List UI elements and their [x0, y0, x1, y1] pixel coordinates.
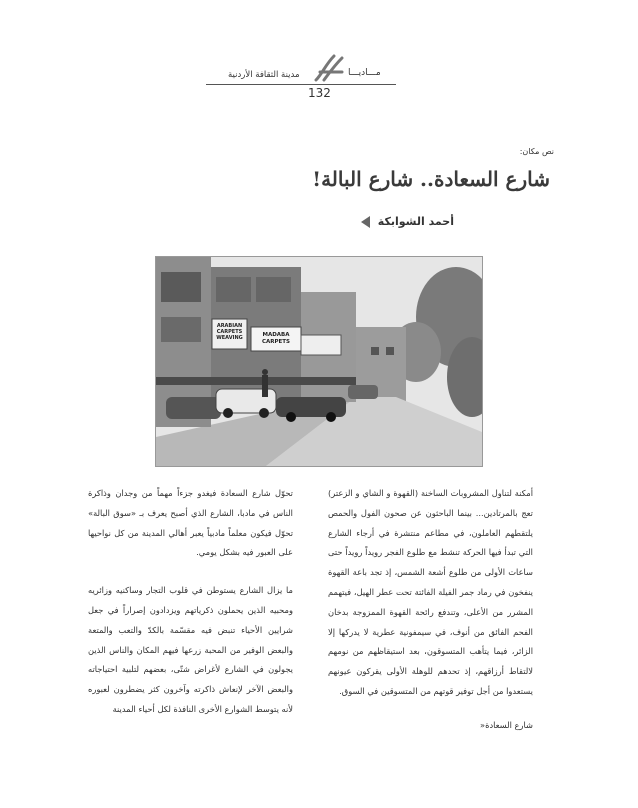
street-photo [155, 256, 483, 467]
magazine-subtitle: مدينة الثقافة الأردنية [228, 70, 300, 80]
paragraph: ما يزال الشارع يستوطن في قلوب التجار وساكنيه وزائريه ومحبيه الذين يحملون ذكرياتهم ويزدادون إصراراً في جعل شرايين الأحياء تنبض فيه مقسّمة بالكدّ والتعب والمتعة والبعض الوفير من المحبة زرعها فيهم المكان والناس الذين يجولون في الشارع لأغراض شتّى، بعضهم لتلبية احتياجاته والبعض الآخر لإنعاش ذاكرته وآخرون كثر يضطرون لعبوره لأنه يتوسط الشوارع الأخرى النافذة لكل أحياء المدينة [88, 585, 293, 714]
article-column-left [88, 484, 293, 720]
street-photo-drawing [156, 257, 482, 466]
author-byline [361, 215, 454, 228]
triangle-icon [361, 216, 370, 228]
shop-sign-text-2: MADABA CARPETS [261, 332, 291, 345]
shop-sign-text-1: ARABIAN CARPETS WEAVING [216, 323, 243, 341]
paragraph: شارع السعادة« [480, 719, 533, 730]
author-name: أحمد الشوابكة [377, 215, 454, 228]
header-rule [206, 84, 396, 85]
article-title: شارع السعادة.. شارع البالة! [312, 167, 550, 191]
article-column-right [328, 484, 533, 736]
magazine-logo-icon [312, 54, 348, 84]
magazine-name: مـــاديـــا [348, 68, 381, 78]
page-number: 132 [308, 86, 331, 100]
section-label: نص مكان: [519, 147, 554, 156]
paragraph: تحوّل شارع السعادة فيغدو جزءاً مهماً من وجدان وذاكرة الناس في مادبا، الشارع الذي أصبح يعرف بـ «سوق البالة» تحوّل فيكون معلماً مادبياً يعبر أهالي المدينة من كل نواحيها على العبور فيه بشكل يومي. [88, 488, 293, 558]
paragraph: أمكنة لتناول المشروبات الساخنة (القهوة و الشاي و الزعتر) تعج بالمرتادين... بينما الباحثون عن صحون الفول والحمص يلتقطهم العاملون، في مطاعم منتشرة في أرجاء الشارع التي تبدأ فيها الحركة تنشط مع طلوع الفجر رويداً رويداً حتى ساعات الأولى من طلوع أشعة الشمس، إذ تجد باعة القهوة ينفخون في رماد جمر الفيلة الفائتة تحت عطر الهيل، فيتهمم المشرر من الأعلى، وتندفع رائحة القهوة الممزوجة بدخان الفحم الفائق من أنوف، في سيمفونية عطرية لا يدركها إلا الزائر، فيما يتأهب المتسوقون، بعد استيقاظهم من نومهم لالتقاط أرزاقهم، إذ تحدهم للوهلة الأولى يقركون عيونهم يستعدوا من أجل توفير قوتهم من المتسوقين في السوق. [328, 488, 533, 696]
